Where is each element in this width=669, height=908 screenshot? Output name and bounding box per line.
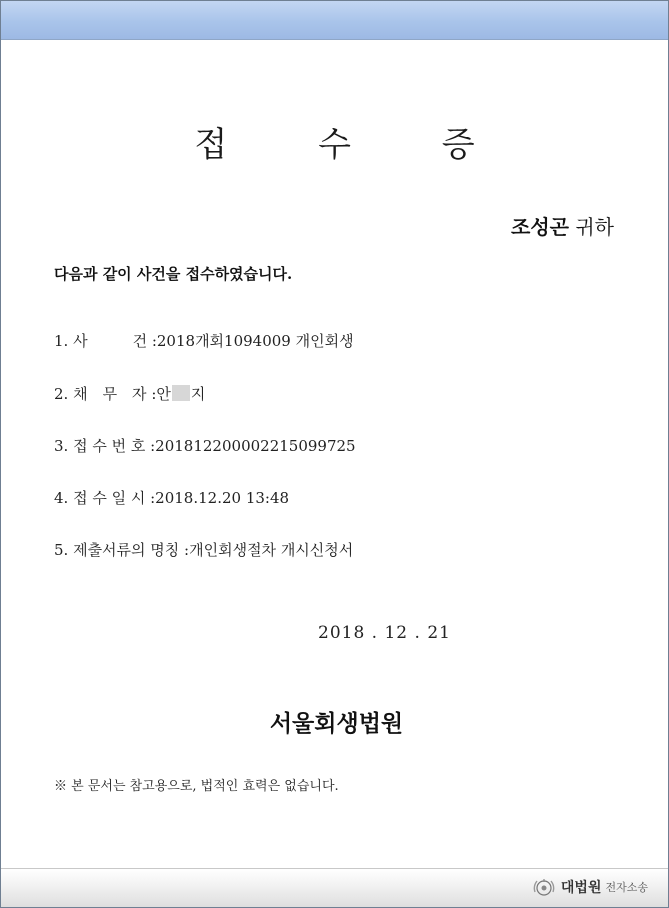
notice-text: ※ 본 문서는 참고용으로, 법적인 효력은 없습니다. — [54, 779, 339, 794]
recipient-name: 조성곤 — [511, 215, 569, 239]
info-row-document-name — [54, 539, 353, 560]
row-value: 개인회생절차 개시신청서 — [189, 541, 354, 559]
row-label: 5. 제출서류의 명칭 : — [54, 541, 190, 559]
info-row-case — [54, 330, 354, 351]
row-value: 20181220000221509972​5 — [155, 437, 356, 455]
bottom-footer-band — [1, 868, 668, 907]
top-header-band — [1, 1, 668, 40]
logo-main-text: 대법원 — [560, 880, 602, 896]
supreme-court-logo — [531, 876, 648, 898]
court-emblem-icon — [531, 876, 557, 898]
row-value: 2018.12.20 13:48 — [155, 489, 290, 507]
debtor-name-suffix: 지 — [190, 385, 206, 403]
logo-sub-text: 전자소송 — [605, 881, 648, 894]
info-row-debtor — [54, 383, 205, 404]
document-title: 접 수 증 — [194, 125, 515, 165]
debtor-name-prefix: 안 — [156, 385, 171, 403]
row-value: 2018개회1094009 개인회생 — [156, 332, 354, 350]
row-label: 2. 채 무 자 : — [54, 385, 157, 403]
redacted-block — [172, 385, 190, 401]
row-label: 1. 사 건 : — [54, 332, 157, 350]
row-label: 4. 접 수 일 시 : — [54, 489, 156, 507]
court-name: 서울회생법원 — [269, 710, 404, 737]
intro-text: 다음과 같이 사건을 접수하였습니다. — [54, 265, 293, 283]
row-label: 3. 접 수 번 호 : — [54, 437, 156, 455]
recipient-suffix: 귀하 — [569, 215, 614, 239]
issue-date: 2018 . 12 . 21 — [318, 623, 451, 643]
info-row-receipt-datetime — [54, 487, 289, 508]
info-row-receipt-number — [54, 435, 356, 456]
recipient — [511, 211, 614, 240]
